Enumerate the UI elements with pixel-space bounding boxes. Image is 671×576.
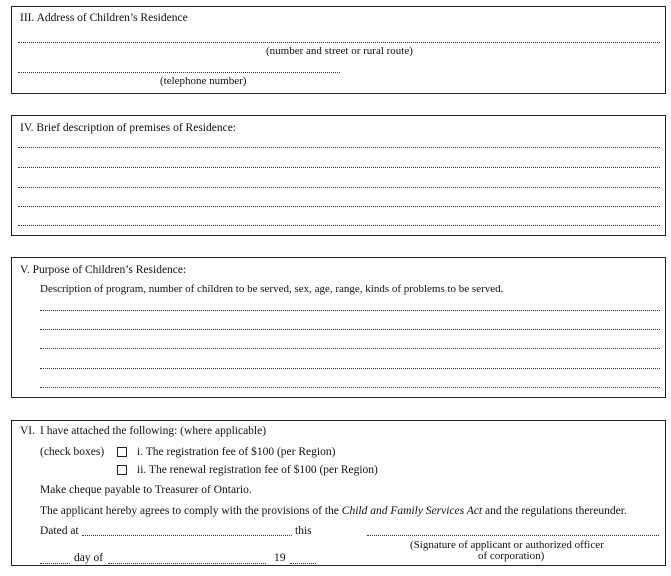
day-field[interactable]: [40, 563, 70, 564]
street-address-field[interactable]: [18, 42, 660, 43]
option-registration-fee: i. The registration fee of $100 (per Region): [137, 446, 336, 458]
dated-at-label: Dated at: [40, 525, 79, 537]
section-6-attachments: [11, 420, 666, 566]
purpose-line-4[interactable]: [40, 368, 660, 369]
purpose-line-3[interactable]: [40, 348, 660, 349]
day-of-label: day of: [74, 552, 104, 564]
agreement-prefix: The applicant hereby agrees to comply with the provisions of the: [40, 505, 342, 517]
agreement-statement: [40, 505, 627, 517]
street-caption: (number and street or rural route): [266, 45, 413, 57]
purpose-line-2[interactable]: [40, 329, 660, 330]
section-4-premises: [11, 115, 666, 236]
act-title: Child and Family Services Act: [341, 505, 483, 517]
premises-line-1[interactable]: [18, 147, 660, 148]
premises-line-2[interactable]: [18, 167, 660, 168]
signature-caption-line-2: of corporation): [478, 550, 545, 562]
signature-caption-line-1: (Signature of applicant or authorized officer: [410, 539, 604, 551]
option-renewal-fee: ii. The renewal registration fee of $100 (per Region): [137, 464, 378, 476]
premises-line-3[interactable]: [18, 187, 660, 188]
premises-line-4[interactable]: [18, 206, 660, 207]
purpose-line-1[interactable]: [40, 310, 660, 311]
renewal-fee-checkbox[interactable]: [117, 465, 127, 475]
section-6-heading: I have attached the following: (where applicable): [40, 425, 267, 437]
this-label: this: [295, 525, 312, 537]
section-5-heading: V. Purpose of Children’s Residence:: [20, 264, 187, 276]
dated-at-field[interactable]: [82, 535, 292, 536]
section-5-purpose: [11, 257, 666, 398]
section-4-heading: IV. Brief description of premises of Residence:: [20, 122, 236, 134]
month-field[interactable]: [108, 563, 266, 564]
signature-field[interactable]: [367, 535, 659, 536]
telephone-field[interactable]: [18, 72, 340, 73]
section-3-address: [11, 6, 666, 94]
year-prefix: 19: [274, 552, 286, 564]
purpose-line-5[interactable]: [40, 387, 660, 388]
section-6-number: VI.: [20, 425, 36, 437]
year-field[interactable]: [290, 563, 316, 564]
check-boxes-label: (check boxes): [40, 446, 105, 458]
premises-line-5[interactable]: [18, 225, 660, 226]
fee-checkbox[interactable]: [117, 447, 127, 457]
cheque-note: Make cheque payable to Treasurer of Ontario.: [40, 484, 252, 496]
section-3-heading: III. Address of Children’s Residence: [20, 12, 188, 24]
agreement-suffix: and the regulations thereunder.: [482, 505, 627, 517]
description-label: Description of program, number of children to be served, sex, age, range, kinds of problems to be served.: [40, 283, 504, 295]
telephone-caption: (telephone number): [160, 75, 247, 87]
